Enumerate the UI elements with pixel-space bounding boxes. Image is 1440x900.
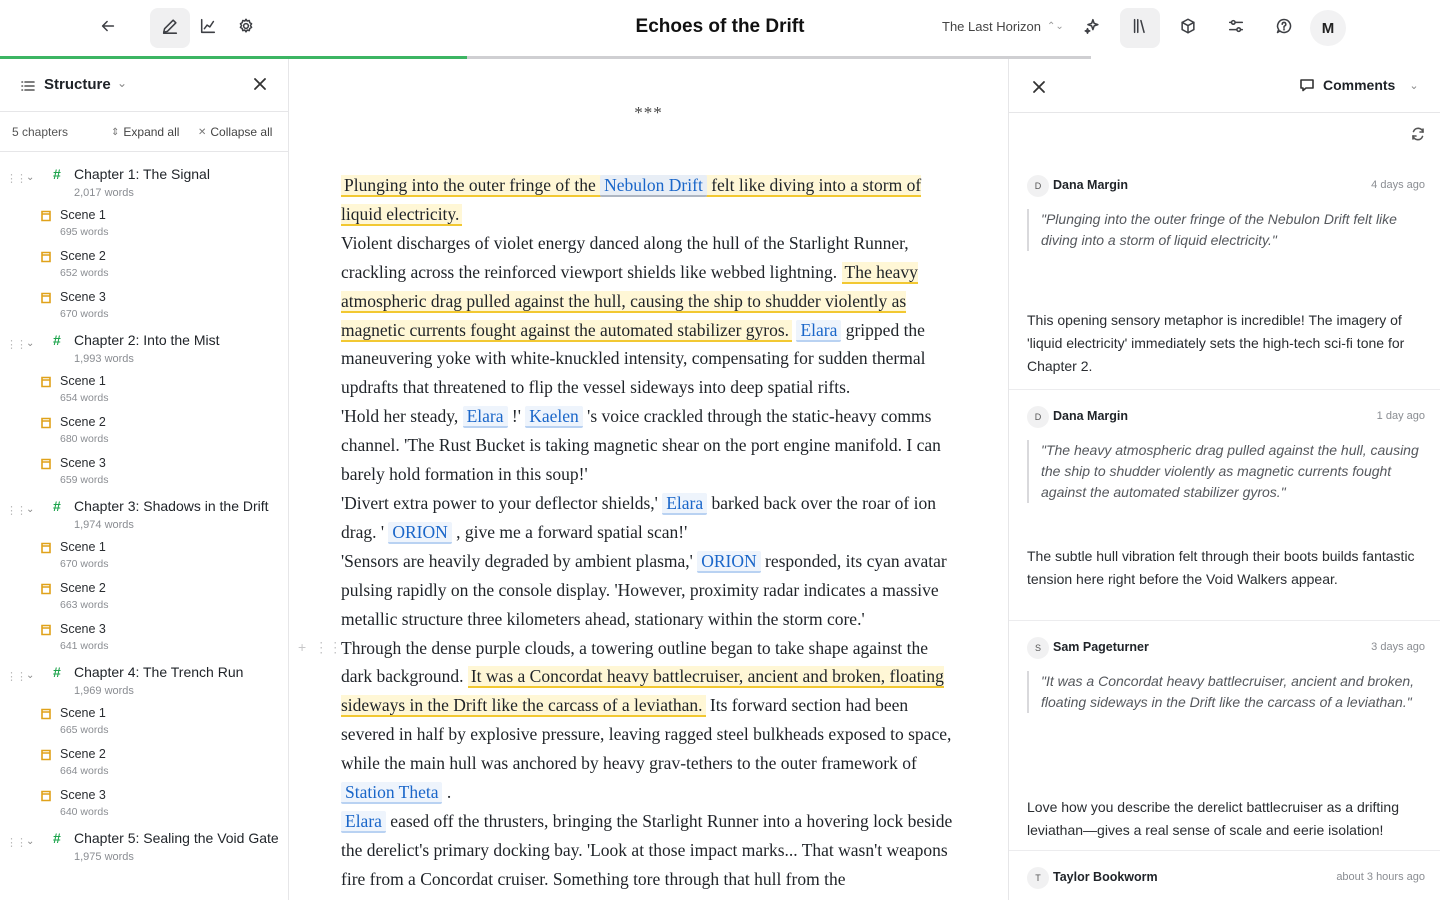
text-run: Its forward section had been severed in half by explosive pressure, leaving ragged steel bulkheads exposed to space, while the main hull was anchored by heavy grav-tethers to the outer framework of: [341, 695, 952, 774]
manuscript-paragraph[interactable]: [341, 229, 961, 402]
chapter-hash-icon: #: [53, 664, 61, 680]
structure-panel: [0, 59, 289, 900]
text-run: .: [442, 782, 452, 803]
comment-timestamp: 4 days ago: [1371, 179, 1425, 191]
structure-toolbar: [0, 112, 288, 152]
text-run: !': [507, 406, 526, 427]
drag-handle-icon[interactable]: ⋮⋮: [6, 173, 26, 185]
chapter-title: Chapter 1: The Signal: [74, 166, 210, 182]
collapse-all-button[interactable]: [198, 125, 272, 139]
drag-handle-icon[interactable]: ⋮⋮: [6, 339, 26, 351]
manuscript-paragraph[interactable]: [341, 634, 961, 807]
top-bar: [0, 0, 1440, 56]
chapter-word-count: 1,993 words: [74, 353, 134, 365]
document-title: Echoes of the Drift: [635, 16, 805, 37]
refresh-button[interactable]: [1411, 127, 1425, 146]
chapter-title: Chapter 2: Into the Mist: [74, 332, 220, 348]
settings-button[interactable]: [226, 8, 266, 48]
entity-link[interactable]: Nebulon Drift: [600, 175, 707, 197]
scene-item[interactable]: [0, 535, 288, 576]
comments-header: [1009, 59, 1440, 113]
stats-button[interactable]: [188, 8, 228, 48]
chapter-word-count: 1,969 words: [74, 685, 134, 697]
scene-word-count: 670 words: [60, 308, 109, 320]
entity-link[interactable]: Kaelen: [525, 406, 583, 428]
chapter-item[interactable]: [0, 160, 288, 203]
chapter-word-count: 1,974 words: [74, 519, 134, 531]
sparkles-icon: [1083, 17, 1101, 40]
entity-link[interactable]: Station Theta: [341, 782, 442, 804]
scene-item[interactable]: [0, 783, 288, 824]
entity-link[interactable]: Elara: [341, 811, 386, 833]
entity-link[interactable]: Elara: [662, 493, 707, 515]
scene-item[interactable]: [0, 576, 288, 617]
scene-item[interactable]: [0, 410, 288, 451]
chapter-title: Chapter 4: The Trench Run: [74, 664, 244, 680]
chevron-down-icon[interactable]: ⌄: [117, 76, 128, 90]
scene-icon: [40, 582, 52, 594]
chevron-down-icon[interactable]: ⌄: [26, 504, 35, 515]
chart-icon: [199, 17, 217, 40]
comment-timestamp: 1 day ago: [1376, 410, 1425, 422]
close-structure-button[interactable]: [250, 74, 270, 94]
scene-icon: [40, 250, 52, 262]
chapter-hash-icon: #: [53, 332, 61, 348]
expand-all-button[interactable]: [111, 125, 179, 139]
chapter-item[interactable]: [0, 326, 288, 369]
scene-icon: [40, 375, 52, 387]
collapse-icon: ✕: [198, 126, 207, 138]
scene-title: Scene 2: [60, 415, 106, 429]
scene-icon: [40, 291, 52, 303]
scene-title: Scene 1: [60, 540, 106, 554]
scene-word-count: 663 words: [60, 599, 109, 611]
manuscript-paragraph[interactable]: [341, 402, 961, 489]
scene-item[interactable]: [0, 701, 288, 742]
scene-word-count: 665 words: [60, 724, 109, 736]
comment-icon: [1299, 77, 1315, 93]
manuscript-paragraph[interactable]: [341, 547, 961, 634]
chevron-down-icon[interactable]: ⌄: [26, 172, 35, 183]
entity-link[interactable]: ORION: [388, 522, 451, 544]
filters-button[interactable]: [1216, 8, 1256, 48]
chevron-down-icon: ⌄: [1409, 79, 1419, 92]
comments-tab[interactable]: [1299, 77, 1419, 93]
comments-title: Comments: [1323, 77, 1396, 93]
commenter-avatar: D: [1027, 406, 1049, 428]
scene-word-count: 654 words: [60, 392, 109, 404]
scene-item[interactable]: [0, 244, 288, 285]
scene-word-count: 670 words: [60, 558, 109, 570]
expand-icon: ⇕: [111, 126, 120, 138]
scene-word-count: 641 words: [60, 640, 109, 652]
scene-title: Scene 2: [60, 249, 106, 263]
manuscript-paragraph[interactable]: [341, 807, 961, 894]
comment-card[interactable]: [1009, 390, 1440, 621]
manuscript-editor[interactable]: [289, 59, 1008, 900]
scene-icon: [40, 748, 52, 760]
chapter-hash-icon: #: [53, 166, 61, 182]
scene-word-count: 640 words: [60, 806, 109, 818]
structure-title[interactable]: Structure: [44, 76, 111, 93]
text-run: gripped the maneuvering yoke with white-knuckled intensity, compensating for sudden thermal updrafts that threatened to flip the vessel sideways into deep spatial rifts.: [341, 319, 926, 398]
close-icon: [1032, 80, 1046, 94]
scene-item[interactable]: [0, 742, 288, 783]
comment-quote: "The heavy atmospheric drag pulled against the hull, causing the ship to shudder violently as magnetic currents fought against the automated stabilizer gyros.": [1027, 440, 1425, 503]
chapter-word-count: 1,975 words: [74, 851, 134, 863]
cube-icon: [1179, 17, 1197, 40]
comment-body: This opening sensory metaphor is incredible! The imagery of 'liquid electricity' immediately sets the high-tech sci-fi tone for Chapter 2.: [1027, 312, 1405, 374]
back-button[interactable]: [88, 8, 128, 48]
close-icon: [253, 77, 267, 91]
text-run: Plunging into the outer fringe of the: [344, 175, 601, 195]
chapter-title: Chapter 3: Shadows in the Drift: [74, 498, 269, 514]
chevron-down-icon[interactable]: ⌄: [26, 338, 35, 349]
scene-item[interactable]: [0, 451, 288, 492]
scene-icon: [40, 707, 52, 719]
pen-icon: [161, 17, 179, 40]
chevron-down-icon[interactable]: ⌄: [26, 670, 35, 681]
comment-timestamp: about 3 hours ago: [1336, 871, 1425, 883]
text-run: , give me a forward spatial scan!': [451, 521, 688, 542]
scene-word-count: 695 words: [60, 226, 109, 238]
comment-body: Love how you describe the derelict battlecruiser as a drifting leviathan—gives a real sense of scale and eerie isolation!: [1027, 799, 1399, 838]
structure-header: [0, 59, 288, 112]
text-run: Violent discharges of violet energy danced along the hull of the Starlight Runner, crackling across the reinforced viewport shields like webbed lightning.: [341, 232, 909, 282]
scene-separator: ***: [634, 103, 663, 122]
comment-body: The subtle hull vibration felt through their boots builds fantastic tension here right before the Void Walkers appear.: [1027, 548, 1415, 587]
project-name: The Last Horizon: [942, 19, 1041, 34]
chapter-item[interactable]: [0, 492, 288, 535]
help-button[interactable]: [1264, 8, 1304, 48]
scene-title: Scene 3: [60, 788, 106, 802]
scene-title: Scene 2: [60, 747, 106, 761]
scene-item[interactable]: [0, 369, 288, 410]
expand-all-label: Expand all: [123, 125, 180, 139]
text-run: eased off the thrusters, bringing the Starlight Runner into a hovering lock beside the derelict's primary docking bay. 'Look at those impact marks... That wasn't weapons fire from a Concordat cruiser. Something tore through that hull from the: [341, 810, 953, 889]
drag-handle-icon[interactable]: ⋮⋮: [6, 837, 26, 849]
scene-icon: [40, 209, 52, 221]
comment-author: Taylor Bookworm: [1053, 870, 1158, 884]
scene-icon: [40, 416, 52, 428]
write-mode-button[interactable]: [150, 8, 190, 48]
scene-title: Scene 1: [60, 374, 106, 388]
scene-icon: [40, 457, 52, 469]
scene-title: Scene 3: [60, 290, 106, 304]
text-run: 'Sensors are heavily degraded by ambient plasma,': [341, 550, 698, 571]
add-block-icon[interactable]: +: [298, 639, 307, 655]
comment-highlight[interactable]: [341, 175, 921, 226]
manuscript-paragraph[interactable]: [341, 171, 961, 229]
scene-title: Scene 3: [60, 456, 106, 470]
scene-title: Scene 2: [60, 581, 106, 595]
chevron-down-icon[interactable]: ⌄: [26, 836, 35, 847]
comment-card[interactable]: [1009, 621, 1440, 851]
text-run: 'Divert extra power to your deflector shields,': [341, 492, 663, 513]
chapter-count: 5 chapters: [12, 125, 69, 139]
close-comments-button[interactable]: [1029, 77, 1049, 97]
list-icon: [20, 78, 36, 99]
scene-title: Scene 3: [60, 622, 106, 636]
refresh-icon: [1411, 127, 1425, 141]
comment-author: Dana Margin: [1053, 409, 1129, 423]
scene-title: Scene 1: [60, 706, 106, 720]
scene-item[interactable]: [0, 203, 288, 244]
scene-word-count: 664 words: [60, 765, 109, 777]
scene-icon: [40, 623, 52, 635]
comment-card[interactable]: [1009, 159, 1440, 390]
ai-assist-button[interactable]: [1072, 8, 1112, 48]
commenter-avatar: T: [1027, 867, 1049, 889]
chapter-item[interactable]: [0, 824, 288, 867]
commenter-avatar: D: [1027, 175, 1049, 197]
back-arrow-icon: [99, 17, 117, 40]
entity-link[interactable]: Elara: [463, 406, 508, 428]
comment-quote: "It was a Concordat heavy battlecruiser, ancient and broken, floating sideways in the Drift like the carcass of a leviathan.": [1027, 671, 1425, 713]
chapter-hash-icon: #: [53, 830, 61, 846]
comment-author: Dana Margin: [1053, 178, 1129, 192]
comment-timestamp: 3 days ago: [1371, 641, 1425, 653]
scene-title: Scene 1: [60, 208, 106, 222]
text-run: 's voice crackled through the static-heavy comms channel. 'The Rust Bucket is taking magnetic shear on the port engine manifold. I can barely hold formation in this soup!': [341, 406, 941, 485]
entity-link[interactable]: Elara: [796, 320, 841, 342]
manuscript-paragraph[interactable]: [341, 489, 961, 547]
text-run: responded, its cyan avatar pulsing rapidly on the console display. 'However, proximity radar indicates a massive metallic structure three kilometers ahead, stationary within the storm core.': [341, 550, 947, 629]
comment-quote: "Plunging into the outer fringe of the Nebulon Drift felt like diving into a storm of liquid electricity.": [1027, 209, 1425, 251]
chapter-tree: [0, 152, 288, 867]
text-run: 'Hold her steady,: [341, 406, 463, 427]
chapter-hash-icon: #: [53, 498, 61, 514]
assets-button[interactable]: [1168, 8, 1208, 48]
scene-item[interactable]: [0, 617, 288, 658]
text-run: Through the dense purple clouds, a towering outline began to take shape against the dark background.: [341, 637, 929, 687]
text-run: felt like diving into a storm of liquid electricity.: [341, 175, 922, 224]
scene-word-count: 652 words: [60, 267, 109, 279]
text-run: barked back over the roar of ion drag. ': [341, 492, 936, 542]
scene-word-count: 680 words: [60, 433, 109, 445]
chapter-word-count: 2,017 words: [74, 187, 134, 199]
help-icon: [1275, 17, 1293, 40]
text-run: The heavy atmospheric drag pulled against the hull, causing the ship to shudder violently as magnetic currents fought against the automated stabilizer gyros.: [341, 261, 918, 340]
sliders-icon: [1227, 17, 1245, 40]
entity-link[interactable]: ORION: [697, 551, 760, 573]
project-selector[interactable]: [942, 19, 1064, 34]
commenter-avatar: S: [1027, 637, 1049, 659]
drag-handle-icon[interactable]: ⋮⋮: [6, 505, 26, 517]
text-run: It was a Concordat heavy battlecruiser, ancient and broken, floating sideways in the Drift like the carcass of a leviathan.: [341, 666, 944, 716]
comments-panel: [1008, 59, 1440, 900]
manuscript-text[interactable]: [341, 171, 961, 894]
scene-word-count: 659 words: [60, 474, 109, 486]
chapter-item[interactable]: [0, 658, 288, 701]
chapter-title: Chapter 5: Sealing the Void Gate: [74, 830, 279, 846]
collapse-all-label: Collapse all: [210, 125, 273, 139]
updown-chevron-icon: ⌃⌄: [1047, 21, 1064, 32]
drag-handle-icon[interactable]: ⋮⋮: [314, 639, 343, 655]
drag-handle-icon[interactable]: ⋮⋮: [6, 671, 26, 683]
scene-icon: [40, 789, 52, 801]
user-avatar[interactable]: M: [1310, 10, 1346, 46]
scene-icon: [40, 541, 52, 553]
library-icon: [1131, 17, 1149, 40]
block-handle[interactable]: [298, 639, 342, 656]
library-button[interactable]: [1120, 8, 1160, 48]
comment-card[interactable]: [1009, 851, 1440, 900]
comment-author: Sam Pageturner: [1053, 640, 1149, 654]
gear-icon: [237, 17, 255, 40]
scene-item[interactable]: [0, 285, 288, 326]
